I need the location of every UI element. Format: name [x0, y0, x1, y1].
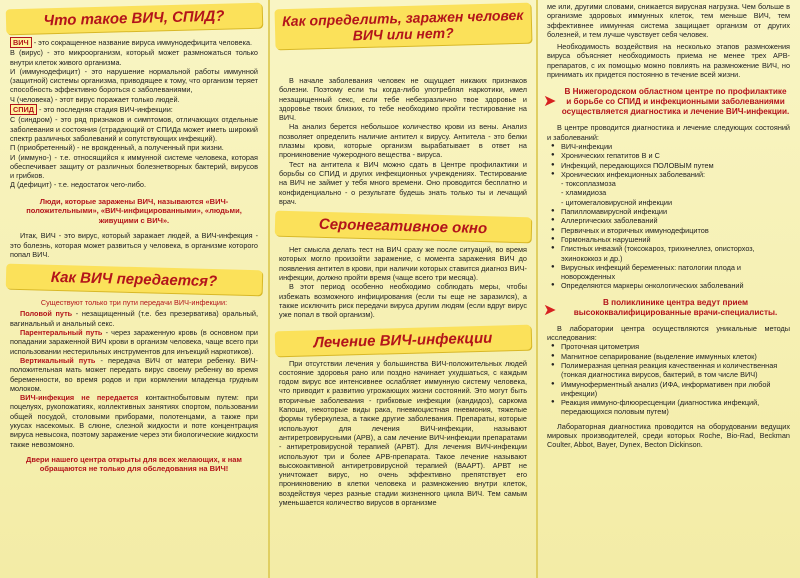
diagnostics-list-item: - цитомегаловирусной инфекции [561, 197, 673, 207]
arrow-icon: ➤ [543, 93, 557, 111]
window-p1: Нет смысла делать тест на ВИЧ сразу же после ситуаций, во время которых могло произойти заражение, с момента заражения ВИЧ до появления антител в крови, при наличии которых ставится диагноз ВИЧ-инфекции, должно пройти время (чаще всего три месяца). [279, 245, 527, 283]
def-p: П (приобретенный) - не врожденный, а полученный при жизни. [10, 143, 224, 153]
clinic-heading: В поликлинике центра ведут прием высококвалифицированные врачи-специалисты. [573, 297, 778, 317]
def-i: И (иммунодефицит) - это нарушение нормальной работы иммунной (защитной) системы организма, приводящее к тому, что организм теряет способность эффективно бороться с заболеваниями, [10, 66, 258, 95]
diagnostics-list-item: ● Первичных и вторичных иммунодефицитов [561, 226, 790, 235]
treatment-p2: ме или, другими словами, снижается вирусная нагрузка. Чем больше в организме здоровых иммунных клеток, тем меньше ВИЧ, тем эффективнее иммунная система защищает организм от других болезней, и тем лучше чувствует себя человек. [547, 2, 790, 39]
ways-intro: Существуют только три пути передачи ВИЧ-инфекции: [40, 298, 228, 308]
heading-seronegative-window: Серонегативное окно [275, 211, 532, 243]
diagnostics-list-item: ● Определяются маркеры онкологических заболеваний [561, 281, 790, 290]
lab-method-item: ● Реакция иммуно-флюоресценции (диагностика инфекций, передающихся половым путем) [561, 398, 790, 417]
treatment-p3: Необходимость воздействия на несколько этапов размножения вируса объясняет необходимость приема не менее трех АРВ-препаратов, с их помощью можно повлиять на размножение ВИЧ, но принимать их придется постоянно в течение всей жизни. [547, 42, 790, 80]
heading-what-is-hiv: Что такое ВИЧ, СПИД? [6, 3, 263, 35]
treatment-p1: При отсутствии лечения у большинства ВИЧ-положительных людей состояние здоровья рано или поздно начинает ухудшаться, с каждым годом вирус все интенсивнее ослабляет иммунную систему человека, что приводит к развитию угрожающих жизни состояний. Это могут быть вторичные заболевания - грибковые инфекции (кандидоз), саркома Капоши, некоторые виды рака, пневмоцистная пневмония, тяжелые формы туберкулеза, а также другие заболевания. Препараты, которые используют для лечения ВИЧ-инфекции, называют антиретровирусными (АРВ), а сам лечение ВИЧ-инфекции препаратами - антиретровирусной терапией (АРВТ). Для лечения ВИЧ-инфекции используют три и более АРВ-препарата. Такое лечение называют высокоактивной антиретровирусной терапией (ВААРТ). АРВТ не уничтожает вирус, но очень эффективно препятствует его проникновению в клетки человека и размножению внутри клеток, воздействуя через разные стадии жизненного цикла ВИЧ. Тем самым уменьшается количество вирусов в организме [279, 358, 527, 507]
testing-p3: Тест на антитела к ВИЧ можно сдать в Центре профилактики и борьбы со СПИД и других инфекционных учреждениях. Тестирование на ВИЧ не займет у тебя много времени. Оно проводится бесплатно и конфиденциально - о результате будешь знать только ты и лечащий врач. [279, 159, 527, 206]
def-i2: И (иммуно-) - т.е. относящийся к иммунной системе человека, которая обеспечивает защиту от различных болезнетворных бактерий, вирусов и грибков. [10, 152, 258, 181]
diagnostics-block [537, 123, 800, 290]
arrow-icon: ➤ [543, 301, 557, 319]
lab-block [537, 324, 800, 450]
center-heading-block [537, 87, 800, 117]
lab-method-item: ● Проточная цитометрия [561, 342, 790, 351]
column-what-is-hiv [0, 0, 268, 578]
diagnostics-list-item: ● Инфекций, передающихся ПОЛОВЫМ путем [561, 161, 790, 170]
transmission-block [0, 298, 268, 474]
lab-intro: В лаборатории центра осуществляются уникальные методы исследования: [547, 323, 790, 343]
hiv-tag: ВИЧ [10, 37, 32, 48]
diagnostics-intro: В центре проводится диагностика и лечение следующих состояний и заболеваний: [547, 123, 790, 142]
window-p2: В этот период особенно необходимо соблюдать меры, чтобы избежать возможного инфицирования (если ты еще не заразился), а также исключить риск передачи вируса другим людям (если вдруг вирус уже попал в твой организм). [279, 282, 527, 320]
testing-p1: В начале заболевания человек не ощущает никаких признаков болезни. Поэтому если ты когда-либо употреблял наркотики, имел незащищенный секс, если тебе небезразлично твое здоровье и здоровье твоих близких, то тебе необходимо пройти тестирование на ВИЧ. [279, 76, 527, 123]
testing-block [269, 76, 537, 206]
def-s: С (синдром) - это ряд признаков и симптомов, отличающих отдельные заболевания и состояния (страдающий от СПИДа может иметь широкий спектр различных заболеваний и сопутствующих инфекций). [10, 115, 258, 143]
window-block [269, 245, 537, 319]
heading-treatment: Лечение ВИЧ-инфекции [275, 324, 532, 356]
diagnostics-list [547, 142, 790, 291]
column-testing [269, 0, 537, 578]
hiv-positive-callout: Люди, которые заражены ВИЧ, называются «ВИЧ-положительными», «ВИЧ-инфицированными», «людьми, живущими с ВИЧ». [26, 196, 242, 225]
diagnostics-list-item: ● Хронических гепатитов В и С [561, 151, 790, 160]
way-parenteral: Парентеральный путь - через зараженную кровь (в основном при попадании зараженной ВИЧ крови в организм человека, чаще всего при использовании нестерильных инструментов для инъекций наркотиков). [10, 328, 258, 356]
diagnostics-list-item: ● ВИЧ-инфекции [561, 142, 790, 151]
diagnostics-list-item: ● Вирусных инфекций беременных: патологии плода и новорожденных [561, 263, 790, 282]
diagnostics-list-item: - токсоплазмоза [561, 179, 616, 189]
not-transmitted: ВИЧ-инфекция не передается контактнобытовым путем: при поцелуях, рукопожатиях, коллективных занятиях спортом, пользовании общей посудой, столовыми приборами, полотенцами, а также при укусах насекомых. В слюне, слезной жидкости и поте концентрация вируса невысока, поэтому заражение через эти биологические жидкости также невозможно. [10, 393, 258, 449]
def-hiv: ВИЧ - это сокращенное название вируса иммунодефицита человека. [10, 37, 258, 48]
def-ch: Ч (человека) - этот вирус поражает только людей. [10, 94, 180, 104]
diagnostics-list-item: ● Хронических инфекционных заболеваний: [561, 170, 790, 179]
treatment-continued [537, 2, 800, 79]
way-sexual: Половой путь - незащищенный (т.е. без презерватива) оральный, вагинальный и анальный секс. [10, 309, 258, 328]
doors-open-callout: Двери нашего центра открыты для всех желающих, к нам обращаются не только для обследования на ВИЧ! [26, 454, 242, 474]
testing-p2: На анализ берется небольшое количество крови из вены. Анализ позволяет определить наличие антител к вирусу. Антитела - это белки плазмы крови, которые организм вырабатывает в ответ на проникновение чужеродного вещества - вируса. [279, 122, 527, 160]
heading-transmission: Как ВИЧ передается? [6, 264, 263, 296]
clinic-heading-block [537, 298, 800, 318]
lab-equipment: Лабораторная диагностика проводится на оборудовании ведущих мировых производителей, среди которых Roche, Bio-Rad, Beckman Coulter, Abbot, Bayer, Dynex, Becton Dickinson. [547, 421, 790, 450]
def-v: В (вирус) - это микроорганизм, который может размножаться только внутри клеток живого организма. [10, 48, 258, 67]
lab-method-item: ● Полимеразная цепная реакция качественная и количественная (тонкая диагностика вирусов, бактерий, в том числе ВИЧ) [561, 361, 790, 380]
diagnostics-list-item: ● Аллергических заболеваний [561, 216, 790, 225]
diagnostics-list-item: - хламидиоза [561, 188, 607, 198]
column-center-services [537, 0, 800, 578]
def-d: Д (дефицит) - т.е. недостаток чего-либо. [10, 180, 147, 190]
definitions-block [0, 37, 268, 190]
way-vertical: Вертикальный путь - передача ВИЧ от матери ребенку. ВИЧ-положительная мать может передать вирус своему ребенку во время беременности, во время родов и при кормлении младенца грудным молоком. [10, 355, 258, 393]
heading-how-to-determine: Как определить, заражен человек ВИЧ или нет? [275, 3, 532, 50]
summary-paragraph: Итак, ВИЧ - это вирус, который заражает людей, а ВИЧ-инфекция - это болезнь, которая может развиться у человека, в организме которого попал ВИЧ. [10, 231, 258, 259]
lab-method-item: ● Иммуноферментный анализ (ИФА, информативен при любой инфекции) [561, 380, 790, 399]
diagnostics-list-item: ● Папилломавирусной инфекции [561, 207, 790, 216]
lab-methods-list [547, 342, 790, 416]
def-aids: СПИД - это последняя стадия ВИЧ-инфекции: [10, 104, 258, 115]
center-heading: В Нижегородском областном центре по профилактике и борьбе со СПИД и инфекционными заболеваниями осуществляется диагностика и лечение ВИЧ-инфекции. [561, 87, 790, 117]
diagnostics-list-item: ● Гормональных нарушений [561, 235, 790, 244]
diagnostics-list-item: ● Глистных инвазий (токсокароз, трихинеллез, описторхоз, эхинококкоз и др.) [561, 244, 790, 263]
aids-tag: СПИД [10, 104, 37, 115]
lab-method-item: ● Магнитное сепарирование (выделение иммунных клеток) [561, 352, 790, 361]
treatment-block [269, 359, 537, 508]
